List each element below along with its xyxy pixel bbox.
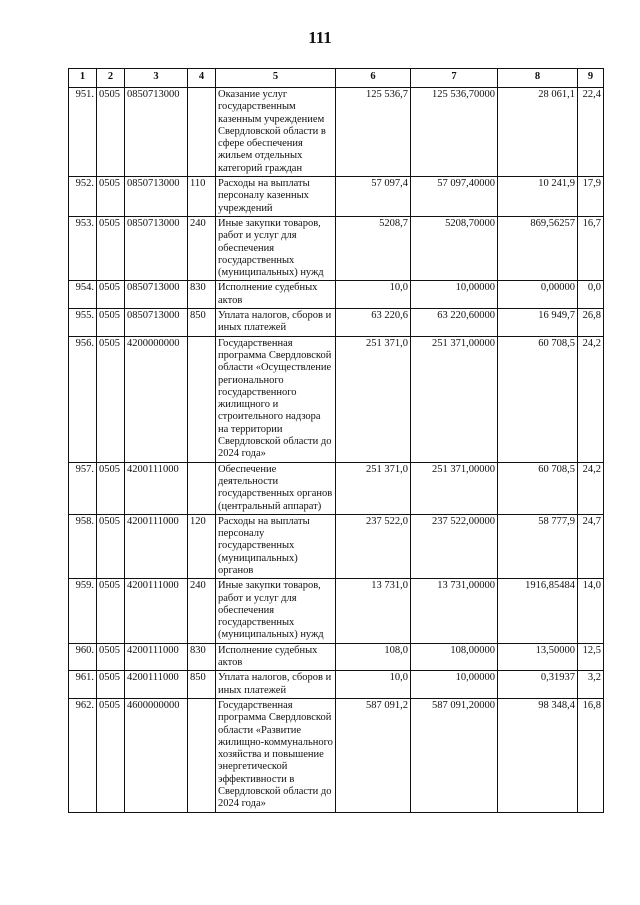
planned-amount-cell: 587 091,2 — [336, 698, 411, 812]
section-code-cell: 0505 — [97, 281, 125, 309]
row-number-cell: 951. — [69, 88, 97, 177]
refined-amount-cell: 5208,70000 — [411, 216, 498, 280]
row-number-cell: 954. — [69, 281, 97, 309]
executed-amount-cell: 98 348,4 — [498, 698, 578, 812]
percent-cell: 12,5 — [578, 643, 604, 671]
planned-amount-cell: 237 522,0 — [336, 514, 411, 578]
row-number-cell: 956. — [69, 336, 97, 462]
item-name-cell: Иные закупки товаров, работ и услуг для обеспечения государственных (муниципальных) нужд — [216, 579, 336, 643]
target-article-cell: 0850713000 — [125, 216, 188, 280]
planned-amount-cell: 251 371,0 — [336, 336, 411, 462]
table-body — [69, 88, 604, 813]
target-article-cell: 4200111000 — [125, 643, 188, 671]
item-name-cell: Исполнение судебных актов — [216, 281, 336, 309]
refined-amount-cell: 587 091,20000 — [411, 698, 498, 812]
expense-type-cell: 240 — [188, 579, 216, 643]
refined-amount-cell: 57 097,40000 — [411, 177, 498, 217]
percent-cell: 14,0 — [578, 579, 604, 643]
header-cell-1: 1 — [69, 69, 97, 88]
table-row — [69, 514, 604, 578]
section-code-cell: 0505 — [97, 462, 125, 514]
percent-cell: 24,2 — [578, 336, 604, 462]
percent-cell: 22,4 — [578, 88, 604, 177]
percent-cell: 17,9 — [578, 177, 604, 217]
item-name-cell: Иные закупки товаров, работ и услуг для обеспечения государственных (муниципальных) нужд — [216, 216, 336, 280]
header-cell-5: 5 — [216, 69, 336, 88]
planned-amount-cell: 57 097,4 — [336, 177, 411, 217]
header-cell-3: 3 — [125, 69, 188, 88]
budget-table — [68, 68, 604, 813]
percent-cell: 16,7 — [578, 216, 604, 280]
item-name-cell: Государственная программа Свердловской области «Осуществление регионального государственного жилищного и строительного надзора на территории Свердловской области до 2024 года» — [216, 336, 336, 462]
target-article-cell: 0850713000 — [125, 309, 188, 337]
refined-amount-cell: 125 536,70000 — [411, 88, 498, 177]
planned-amount-cell: 5208,7 — [336, 216, 411, 280]
target-article-cell: 4200111000 — [125, 579, 188, 643]
table-row — [69, 216, 604, 280]
table-row — [69, 671, 604, 699]
executed-amount-cell: 28 061,1 — [498, 88, 578, 177]
row-number-cell: 962. — [69, 698, 97, 812]
target-article-cell: 4200111000 — [125, 671, 188, 699]
executed-amount-cell: 13,50000 — [498, 643, 578, 671]
item-name-cell: Оказание услуг государственным казенным учреждением Свердловской области в сфере обеспечения жильем отдельных категорий граждан — [216, 88, 336, 177]
refined-amount-cell: 63 220,60000 — [411, 309, 498, 337]
row-number-cell: 958. — [69, 514, 97, 578]
percent-cell: 26,8 — [578, 309, 604, 337]
row-number-cell: 960. — [69, 643, 97, 671]
table-row — [69, 281, 604, 309]
row-number-cell: 961. — [69, 671, 97, 699]
expense-type-cell — [188, 336, 216, 462]
page-number: 111 — [308, 28, 332, 47]
expense-type-cell: 850 — [188, 309, 216, 337]
percent-cell: 16,8 — [578, 698, 604, 812]
refined-amount-cell: 237 522,00000 — [411, 514, 498, 578]
expense-type-cell — [188, 88, 216, 177]
percent-cell: 3,2 — [578, 671, 604, 699]
expense-type-cell: 110 — [188, 177, 216, 217]
executed-amount-cell: 10 241,9 — [498, 177, 578, 217]
header-cell-8: 8 — [498, 69, 578, 88]
executed-amount-cell: 0,00000 — [498, 281, 578, 309]
row-number-cell: 957. — [69, 462, 97, 514]
expense-type-cell — [188, 462, 216, 514]
table-row — [69, 462, 604, 514]
expense-type-cell: 240 — [188, 216, 216, 280]
expense-type-cell: 830 — [188, 643, 216, 671]
row-number-cell: 955. — [69, 309, 97, 337]
section-code-cell: 0505 — [97, 336, 125, 462]
section-code-cell: 0505 — [97, 698, 125, 812]
planned-amount-cell: 63 220,6 — [336, 309, 411, 337]
section-code-cell: 0505 — [97, 177, 125, 217]
target-article-cell: 4600000000 — [125, 698, 188, 812]
section-code-cell: 0505 — [97, 671, 125, 699]
item-name-cell: Государственная программа Свердловской области «Развитие жилищно-коммунального хозяйства и повышение энергетической эффективности в Свердловской области до 2024 года» — [216, 698, 336, 812]
planned-amount-cell: 10,0 — [336, 671, 411, 699]
executed-amount-cell: 869,56257 — [498, 216, 578, 280]
planned-amount-cell: 125 536,7 — [336, 88, 411, 177]
header-cell-6: 6 — [336, 69, 411, 88]
target-article-cell: 4200000000 — [125, 336, 188, 462]
section-code-cell: 0505 — [97, 643, 125, 671]
section-code-cell: 0505 — [97, 216, 125, 280]
item-name-cell: Исполнение судебных актов — [216, 643, 336, 671]
item-name-cell: Уплата налогов, сборов и иных платежей — [216, 309, 336, 337]
refined-amount-cell: 251 371,00000 — [411, 336, 498, 462]
row-number-cell: 952. — [69, 177, 97, 217]
expense-type-cell: 830 — [188, 281, 216, 309]
percent-cell: 24,2 — [578, 462, 604, 514]
table-row — [69, 88, 604, 177]
table-row — [69, 336, 604, 462]
item-name-cell: Расходы на выплаты персоналу казенных учреждений — [216, 177, 336, 217]
target-article-cell: 0850713000 — [125, 281, 188, 309]
header-row — [69, 69, 604, 88]
table-row — [69, 698, 604, 812]
section-code-cell: 0505 — [97, 514, 125, 578]
section-code-cell: 0505 — [97, 309, 125, 337]
section-code-cell: 0505 — [97, 579, 125, 643]
executed-amount-cell: 0,31937 — [498, 671, 578, 699]
row-number-cell: 953. — [69, 216, 97, 280]
refined-amount-cell: 13 731,00000 — [411, 579, 498, 643]
executed-amount-cell: 60 708,5 — [498, 336, 578, 462]
header-cell-9: 9 — [578, 69, 604, 88]
expense-type-cell: 850 — [188, 671, 216, 699]
item-name-cell: Уплата налогов, сборов и иных платежей — [216, 671, 336, 699]
refined-amount-cell: 10,00000 — [411, 281, 498, 309]
refined-amount-cell: 251 371,00000 — [411, 462, 498, 514]
row-number-cell: 959. — [69, 579, 97, 643]
table-row — [69, 579, 604, 643]
target-article-cell: 0850713000 — [125, 177, 188, 217]
executed-amount-cell: 60 708,5 — [498, 462, 578, 514]
percent-cell: 0,0 — [578, 281, 604, 309]
executed-amount-cell: 1916,85484 — [498, 579, 578, 643]
header-cell-7: 7 — [411, 69, 498, 88]
planned-amount-cell: 251 371,0 — [336, 462, 411, 514]
refined-amount-cell: 108,00000 — [411, 643, 498, 671]
executed-amount-cell: 58 777,9 — [498, 514, 578, 578]
table-row — [69, 643, 604, 671]
planned-amount-cell: 13 731,0 — [336, 579, 411, 643]
target-article-cell: 4200111000 — [125, 514, 188, 578]
item-name-cell: Обеспечение деятельности государственных органов (центральный аппарат) — [216, 462, 336, 514]
header-cell-4: 4 — [188, 69, 216, 88]
item-name-cell: Расходы на выплаты персоналу государственных (муниципальных) органов — [216, 514, 336, 578]
header-cell-2: 2 — [97, 69, 125, 88]
planned-amount-cell: 10,0 — [336, 281, 411, 309]
percent-cell: 24,7 — [578, 514, 604, 578]
target-article-cell: 4200111000 — [125, 462, 188, 514]
planned-amount-cell: 108,0 — [336, 643, 411, 671]
table-row — [69, 309, 604, 337]
refined-amount-cell: 10,00000 — [411, 671, 498, 699]
section-code-cell: 0505 — [97, 88, 125, 177]
target-article-cell: 0850713000 — [125, 88, 188, 177]
expense-type-cell: 120 — [188, 514, 216, 578]
executed-amount-cell: 16 949,7 — [498, 309, 578, 337]
expense-type-cell — [188, 698, 216, 812]
table-row — [69, 177, 604, 217]
table-header — [69, 69, 604, 88]
